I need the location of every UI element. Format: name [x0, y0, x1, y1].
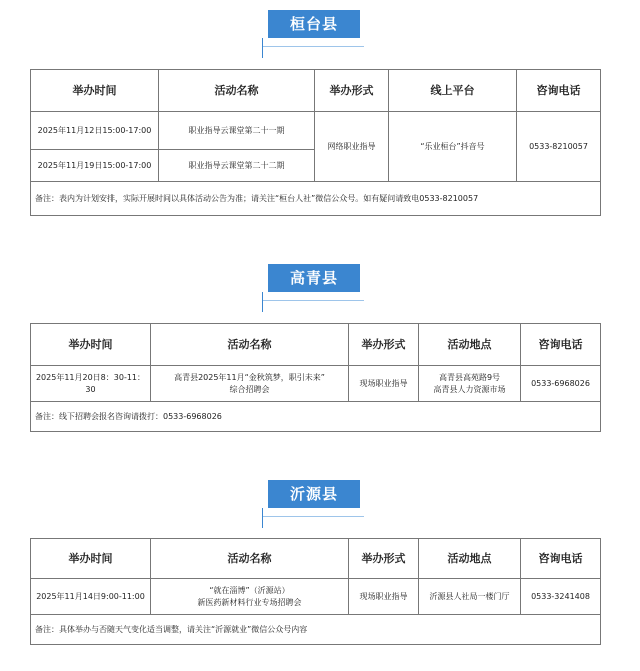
cell-name — [151, 579, 349, 615]
cell-time: 2025年11月19日15:00-17:00 — [31, 150, 159, 182]
table-note: 备注：表内为计划安排，实际开展时间以具体活动公告为准；请关注“桓台人社”微信公众号。如有疑问请致电0533-8210057 — [31, 182, 601, 216]
header-time: 举办时间 — [31, 539, 151, 579]
section-title-wrap — [0, 10, 640, 58]
header-location: 活动地点 — [419, 324, 521, 366]
header-name: 活动名称 — [159, 70, 315, 112]
cell-name-line1: 高青县2025年11月“金秋筑梦，职引未来” — [174, 372, 325, 382]
cell-name: 职业指导云课堂第二十二期 — [159, 150, 315, 182]
cell-name-line1: “就在淄博”（沂源站） — [209, 585, 290, 595]
table-row — [31, 112, 601, 150]
cell-location-line2: 高青县人力资源市场 — [433, 384, 506, 394]
header-format: 举办形式 — [349, 324, 419, 366]
header-phone: 咨询电话 — [521, 539, 601, 579]
activity-table — [30, 538, 601, 645]
title-underline — [262, 516, 364, 517]
cell-name — [151, 366, 349, 402]
header-location: 活动地点 — [419, 539, 521, 579]
cell-location — [419, 366, 521, 402]
cell-format: 现场职业指导 — [349, 366, 419, 402]
header-phone: 咨询电话 — [521, 324, 601, 366]
cell-format: 现场职业指导 — [349, 579, 419, 615]
table-note: 备注：具体举办与否随天气变化适当调整，请关注“沂源就业”微信公众号内容 — [31, 615, 601, 645]
section-title: 桓台县 — [268, 10, 360, 38]
title-underline — [262, 300, 364, 301]
header-name: 活动名称 — [151, 324, 349, 366]
section-title: 高青县 — [268, 264, 360, 292]
section-title-wrap — [0, 264, 640, 312]
cell-location: 沂源县人社局一楼门厅 — [419, 579, 521, 615]
cell-time: 2025年11月20日8：30-11：30 — [31, 366, 151, 402]
cell-name: 职业指导云课堂第二十一期 — [159, 112, 315, 150]
section-title-wrap — [0, 480, 640, 528]
cell-name-line2: 综合招聘会 — [229, 384, 270, 394]
cell-phone: 0533-6968026 — [521, 366, 601, 402]
header-phone: 咨询电话 — [517, 70, 601, 112]
cell-phone: 0533-3241408 — [521, 579, 601, 615]
table-row — [31, 579, 601, 615]
header-platform: 线上平台 — [389, 70, 517, 112]
title-underline — [262, 46, 364, 47]
title-tick — [262, 38, 263, 58]
cell-time: 2025年11月14日9:00-11:00 — [31, 579, 151, 615]
section-title: 沂源县 — [268, 480, 360, 508]
activity-table — [30, 323, 601, 432]
cell-location-line1: 高青县高苑路9号 — [438, 372, 501, 382]
cell-time: 2025年11月12日15:00-17:00 — [31, 112, 159, 150]
cell-name-line2: 新医药新材料行业专场招聘会 — [197, 597, 302, 607]
header-format: 举办形式 — [349, 539, 419, 579]
header-name: 活动名称 — [151, 539, 349, 579]
activity-table — [30, 69, 601, 216]
table-row — [31, 366, 601, 402]
title-tick — [262, 292, 263, 312]
table-note: 备注：线下招聘会报名咨询请拨打：0533-6968026 — [31, 402, 601, 432]
cell-phone: 0533-8210057 — [517, 112, 601, 182]
header-time: 举办时间 — [31, 324, 151, 366]
header-time: 举办时间 — [31, 70, 159, 112]
header-format: 举办形式 — [315, 70, 389, 112]
title-tick — [262, 508, 263, 528]
cell-platform: “乐业桓台”抖音号 — [389, 112, 517, 182]
cell-format: 网络职业指导 — [315, 112, 389, 182]
